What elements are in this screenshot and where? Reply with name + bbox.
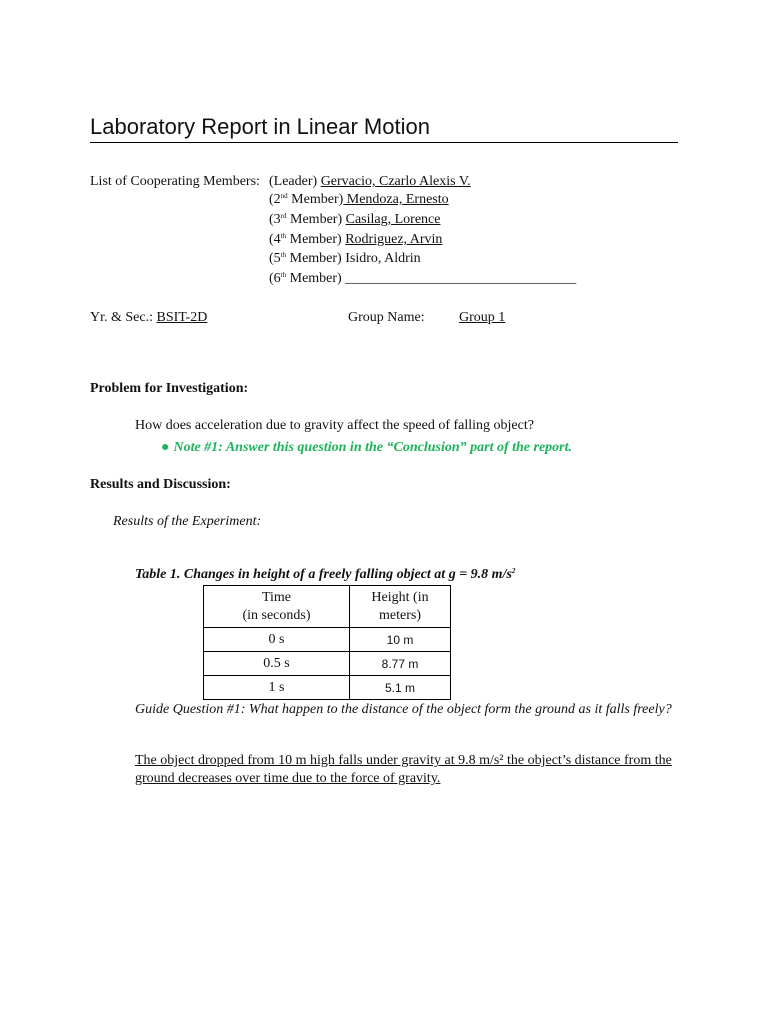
member-role-ordinal: th	[280, 251, 287, 259]
note-item	[161, 438, 572, 456]
member-role: Member)	[287, 192, 344, 207]
member-role: (4	[269, 232, 281, 247]
bullet-icon: ●	[161, 440, 170, 455]
member-role: Member)	[286, 271, 342, 286]
member-row-leader	[269, 173, 471, 191]
height-cell: 5.1 m	[350, 676, 451, 700]
height-cell: 8.77 m	[350, 652, 451, 676]
time-cell: 0.5 s	[204, 652, 350, 676]
member-role-ordinal: th	[280, 232, 287, 240]
member-role: (Leader)	[269, 174, 318, 189]
height-cell: 10 m	[350, 628, 451, 652]
member-role: (5	[269, 251, 281, 266]
member-row-6	[269, 270, 576, 288]
member-row-2	[269, 191, 449, 209]
header-height-line2: meters)	[379, 607, 421, 623]
member-name: Casilag, Lorence	[345, 212, 441, 227]
table-row	[204, 676, 451, 700]
data-table	[203, 585, 451, 700]
member-name: Gervacio, Czarlo Alexis V.	[320, 174, 471, 189]
year-section	[90, 309, 207, 327]
answer-text: The object dropped from 10 m high falls under gravity at 9.8 m/s² the object’s distance from the ground decreases over time due to the force of gravity.	[135, 753, 672, 786]
member-row-5	[269, 250, 421, 268]
guide-question: Guide Question #1: What happen to the distance of the object form the ground as it falls freely?	[135, 702, 672, 717]
member-role: Member)	[286, 212, 343, 227]
member-name: Rodriguez, Arvin	[345, 232, 443, 247]
report-title: Laboratory Report in Linear Motion	[90, 113, 678, 143]
member-role-ordinal: nd	[280, 192, 288, 200]
group-name-value: Group 1	[459, 310, 506, 325]
year-section-value: BSIT-2D	[156, 310, 208, 325]
header-height	[350, 586, 451, 628]
table-row	[204, 652, 451, 676]
results-heading: Results and Discussion:	[90, 477, 231, 492]
table-row	[204, 628, 451, 652]
member-role-ordinal: th	[280, 271, 287, 279]
results-subheading: Results of the Experiment:	[113, 514, 262, 529]
header-time-line1: Time	[261, 589, 292, 605]
member-role: Member)	[286, 251, 342, 266]
problem-question: How does acceleration due to gravity affect the speed of falling object?	[135, 418, 534, 433]
member-name: Isidro, Aldrin	[345, 251, 421, 266]
member-name: Mendoza, Ernesto	[343, 192, 449, 207]
table-caption-text: Table 1. Changes in height of a freely falling object at g = 9.8 m/s	[135, 567, 512, 582]
header-time	[204, 586, 350, 628]
table-header-row	[204, 586, 451, 628]
header-time-line2: (in seconds)	[242, 607, 311, 623]
member-role: Member)	[286, 232, 342, 247]
member-role: (6	[269, 271, 281, 286]
time-cell: 0 s	[204, 628, 350, 652]
table-caption	[135, 566, 515, 584]
year-section-label: Yr. & Sec.:	[90, 310, 153, 325]
problem-heading: Problem for Investigation:	[90, 381, 249, 396]
table-caption-exponent: 2	[511, 567, 516, 575]
member-role: (2	[269, 192, 281, 207]
member-row-3	[269, 211, 440, 229]
header-height-line1: Height (in	[371, 589, 429, 605]
member-row-4	[269, 231, 442, 249]
group-name-label: Group Name:	[348, 310, 425, 325]
note-text: Note #1: Answer this question in the “Conclusion” part of the report.	[173, 440, 573, 455]
members-label: List of Cooperating Members:	[90, 174, 260, 189]
member-role: (3	[269, 212, 281, 227]
member-role-ordinal: rd	[280, 212, 287, 220]
member-name-blank: _________________________________	[345, 271, 577, 286]
time-cell: 1 s	[204, 676, 350, 700]
